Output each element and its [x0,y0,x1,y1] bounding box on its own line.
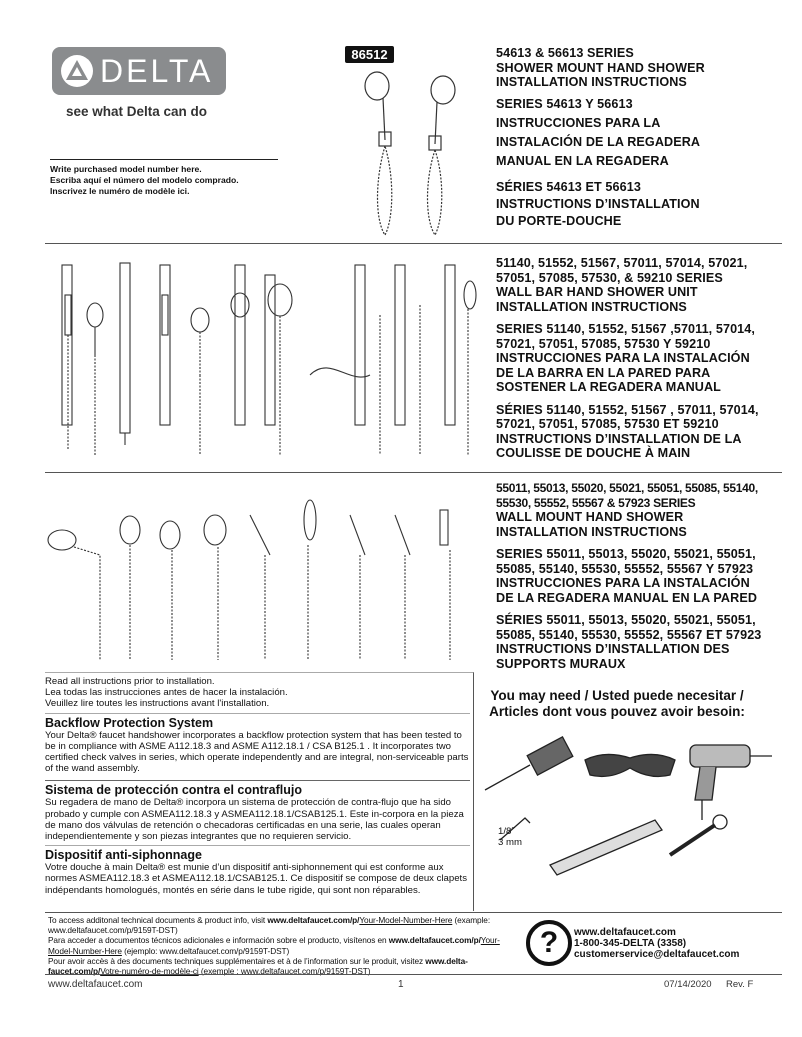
footer-website: www.deltafaucet.com [48,979,143,990]
title-block-fr: SÉRIES 55011, 55013, 55020, 55021, 55051, 55085, 55140, 55530, 55552, 55567 ET 57923 INSTRUCTIONS D’INSTALLATION DES SUPPORTS MURAUX [496,613,762,671]
model-badge: 86512 [345,46,394,63]
backflow-es: Sistema de protección contra el contraflujo Su regadera de mano de Delta® incorpora un sistema de protección de contra-flujo que ha sido probado y cumple con ASMEA112.18.3 y ASMEA112.18.1/CSAB125.1. Este in-corpora en la pieza de mano dos válvulas de retención o checadoras certificadas en una serie, las cuales operan independientemente y son piezas integrantes que no requieren servicio. [45,783,464,843]
safety-glasses-icon [585,754,675,776]
logo-wordmark: DELTA [100,53,214,89]
model-link-en[interactable]: Your-Model-Number-Here [359,915,453,925]
backflow-info-box [45,672,474,911]
title-block-fr: SÉRIES 54613 ET 56613 INSTRUCTIONS D’INSTALLATION DU PORTE-DOUCHE [496,179,700,228]
section-shower-mount [496,46,796,238]
contact-phone: 1-800-345-DELTA (3358) [574,938,687,949]
footer-date: 07/14/2020 [664,979,712,990]
section-wall-mount [496,481,802,679]
model-number-line[interactable] [50,159,278,160]
model-prompt-es: Escriba aquí el número del modelo comprado. [50,175,239,185]
online-docs-info: To access additonal technical documents & product info, visit www.deltafaucet.com/p/Your-Model-Number-Here (example: www.deltafaucet.com/p/9159T-DST) Para acceder a documentos técnicos adicionales e información sobre el producto, visítenos en www.deltafaucet.com/p/Your-Model-Number-Here (ejemplo: www.deltafaucet.com/p/9159T-DST) Pour avoir accès à des documents techniques supplémentaires et à de l’information sur le produit, visitez www.delta-faucet.com/p/Votre-numéro-de-modèle-ci (exemple : www.deltafaucet.com/p/9159T-DST) [48,915,500,977]
shower-mount-illustration [355,70,475,240]
model-link-fr[interactable]: Votre-numéro-de-modèle-ci [100,966,199,977]
divider [45,472,782,473]
tools-illustration [480,730,780,880]
contact-email[interactable]: customerservice@deltafaucet.com [574,949,740,960]
model-prompt-fr: Inscrivez le numéro de modèle ici. [50,186,190,196]
wall-mount-illustration [40,495,490,665]
delta-triangle-icon [60,54,94,88]
title-block-en: 55011, 55013, 55020, 55021, 55051, 55085, 55140, 55530, 55552, 55567 & 57923 SERIES WALL MOUNT HAND SHOWER INSTALLATION INSTRUCTIONS [496,481,758,539]
divider [45,912,782,913]
model-prompt [50,164,239,197]
question-icon: ? [526,920,572,966]
delta-logo [52,47,226,95]
level-icon [550,820,662,875]
title-block-fr: SÉRIES 51140, 51552, 51567 , 57011, 57014, 57021, 57051, 57085, 57530 ET 59210 INSTRUCTIONS D’INSTALLATION DE LA COULISSE DE DOUCHE À MAIN [496,402,759,460]
wall-bar-illustration [50,255,490,465]
footer-revision: Rev. F [726,979,754,990]
model-link-es[interactable]: Your-Model-Number-Here [48,935,500,956]
hex-key-size: 1/8˝ 3 mm [498,826,522,849]
backflow-fr: Dispositif anti-siphonnage Votre douche à main Delta® est munie d’un dispositif anti-siphonnement qui est conforme aux normes ASMEA112.18.3 et ASMEA112.18.1/CSAB125.1. Ce dispositif se compose de deux clapets indépendants homologués, montés en série dans le tube rigide, qui sont non réparables. [45,848,468,896]
title-block-es: SERIES 55011, 55013, 55020, 55021, 55051, 55085, 55140, 55530, 55552, 55567 Y 57923 INSTRUCCIONES PARA LA INSTALACIÓN DE LA REGADERA MANUAL EN LA PARED [496,547,758,605]
tagline: see what Delta can do [66,104,208,119]
model-prompt-en: Write purchased model number here. [50,164,202,174]
read-instructions: Read all instructions prior to installation. Lea todas las instrucciones antes de hacer la instalación. Veuillez lire toutes les instructions avant l'installation. [45,676,288,710]
contact-website[interactable]: www.deltafaucet.com [574,927,676,938]
title-block-es: SERIES 54613 Y 56613 INSTRUCCIONES PARA LA INSTALACIÓN DE LA REGADERA MANUAL EN LA REGADERA [496,96,701,168]
title-block-es: SERIES 51140, 51552, 51567 ,57011, 57014, 57021, 57051, 57085, 57530 Y 59210 INSTRUCCIONES PARA LA INSTALACIÓN DE LA BARRA EN LA PARED PARA SOSTENER LA REGADERA MANUAL [496,322,755,394]
divider [45,243,782,244]
drill-icon [690,745,772,820]
title-block-en: 51140, 51552, 51567, 57011, 57014, 57021, 57051, 57085, 57530, & 59210 SERIES WALL BAR HAND SHOWER UNIT INSTALLATION INSTRUCTIONS [496,256,748,314]
wrench-icon [670,815,727,855]
screwdriver-icon [485,737,573,790]
section-wall-bar [496,256,796,469]
page-number: 1 [398,979,404,990]
backflow-en: Backflow Protection System Your Delta® faucet handshower incorporates a backflow protection system that has been tested to be in compliance with ASME A112.18.3 and ASME A112.18.1 / CSA B125.1 . It incorporates two certified check valves in series, which operate independently and are integral, non-serviceable parts of the wand assembly. [45,715,469,775]
title-block-en: 54613 & 56613 SERIES SHOWER MOUNT HAND SHOWER INSTALLATION INSTRUCTIONS [496,46,705,89]
contact-info [574,927,739,960]
tools-heading: You may need / Usted puede necesitar / Articles dont vous pouvez avoir besoin: [489,688,745,719]
divider [45,974,782,975]
